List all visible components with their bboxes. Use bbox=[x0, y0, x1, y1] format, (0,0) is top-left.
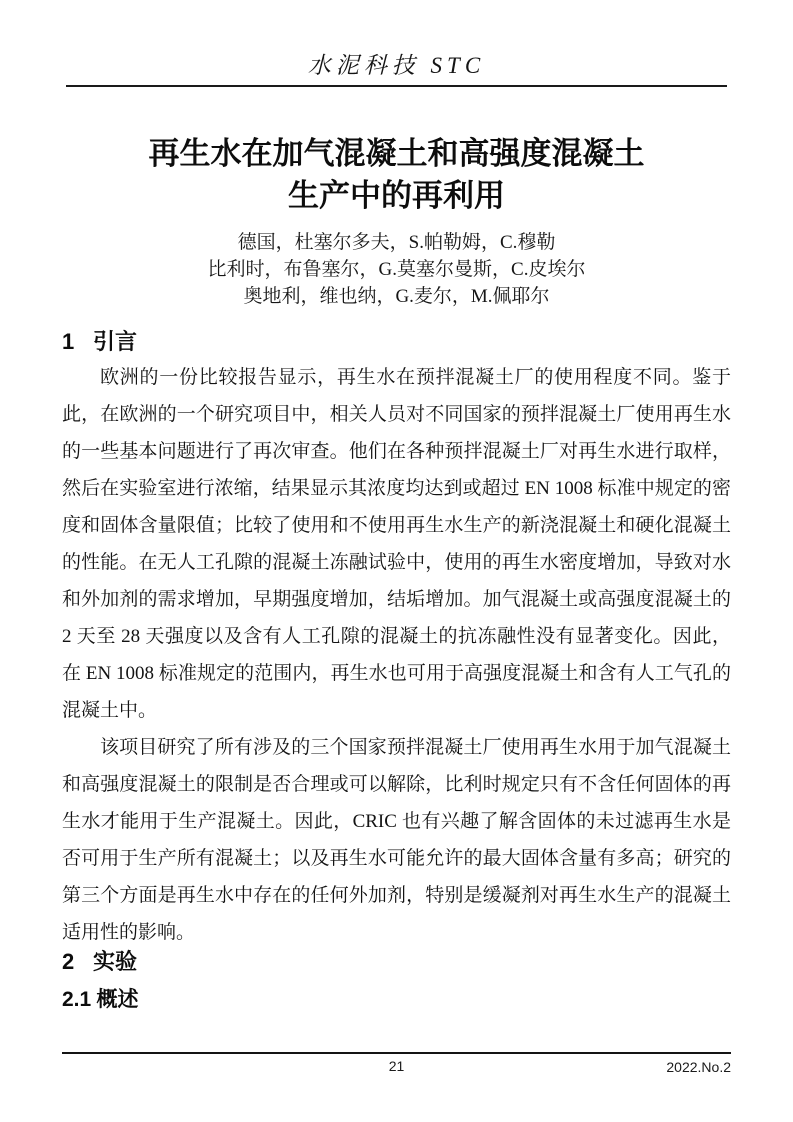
section-heading-experiment bbox=[62, 950, 137, 974]
intro-paragraph-2: 该项目研究了所有涉及的三个国家预拌混凝土厂使用再生水用于加气混凝土和高强度混凝土的限制是否合理或可以解除，比利时规定只有不含任何固体的再生水才能用于生产混凝土。因此，CRIC 也有兴趣了解含固体的未过滤再生水是否可用于生产所有混凝土；以及再生水可能允许的最大固体含量有多高；研究的第三个方面是再生水中存在的任何外加剂，特别是缓凝剂对再生水生产的混凝土适用性的影响。 bbox=[62, 737, 731, 943]
page-footer bbox=[62, 1058, 731, 1078]
section-heading-intro bbox=[62, 330, 137, 354]
author-line: 比利时，布鲁塞尔，G.莫塞尔曼斯，C.皮埃尔 bbox=[207, 259, 586, 280]
section-number: 1 bbox=[62, 329, 75, 354]
section-number: 2 bbox=[62, 949, 75, 974]
page-number: 21 bbox=[388, 1058, 405, 1074]
section-title: 实验 bbox=[92, 949, 137, 974]
intro-paragraph-1: 欧洲的一份比较报告显示，再生水在预拌混凝土厂的使用程度不同。鉴于此，在欧洲的一个研究项目中，相关人员对不同国家的预拌混凝土厂使用再生水的一些基本问题进行了再次审查。他们在各种预拌混凝土厂对再生水进行取样，然后在实验室进行浓缩，结果显示其浓度均达到或超过 EN 1008 标准中规定的密度和固体含量限值；比较了使用和不使用再生水生产的新浇混凝土和硬化混凝土的性能。在无人工孔隙的混凝土冻融试验中，使用的再生水密度增加，导致对水和外加剂的需求增加，早期强度增加，结垢增加。加气混凝土或高强度混凝土的 2 天至 28 天强度以及含有人工孔隙的混凝土的抗冻融性没有显著变化。因此，在 EN 1008 标准规定的范围内，再生水也可用于高强度混凝土和含有人工气孔的混凝土中。 bbox=[62, 367, 731, 721]
article-title-line-1: 再生水在加气混凝土和高强度混凝土 bbox=[148, 136, 645, 171]
author-line: 德国，杜塞尔多夫，S.帕勒姆，C.穆勒 bbox=[237, 232, 556, 253]
journal-header-title: 水泥科技 STC bbox=[307, 53, 486, 78]
section-number: 2.1 bbox=[62, 988, 92, 1011]
author-line: 奥地利，维也纳，G.麦尔，M.佩耶尔 bbox=[243, 286, 550, 307]
author-lines bbox=[62, 229, 731, 310]
section-heading-overview bbox=[62, 988, 138, 1012]
issue-label: 2022.No.2 bbox=[666, 1059, 731, 1075]
header-divider bbox=[66, 85, 727, 87]
footer-divider bbox=[62, 1052, 731, 1054]
article-title bbox=[42, 133, 751, 217]
section-title: 引言 bbox=[92, 329, 137, 354]
article-title-line-2: 生产中的再利用 bbox=[288, 178, 505, 213]
intro-body bbox=[62, 359, 731, 951]
section-title: 概述 bbox=[96, 988, 139, 1011]
